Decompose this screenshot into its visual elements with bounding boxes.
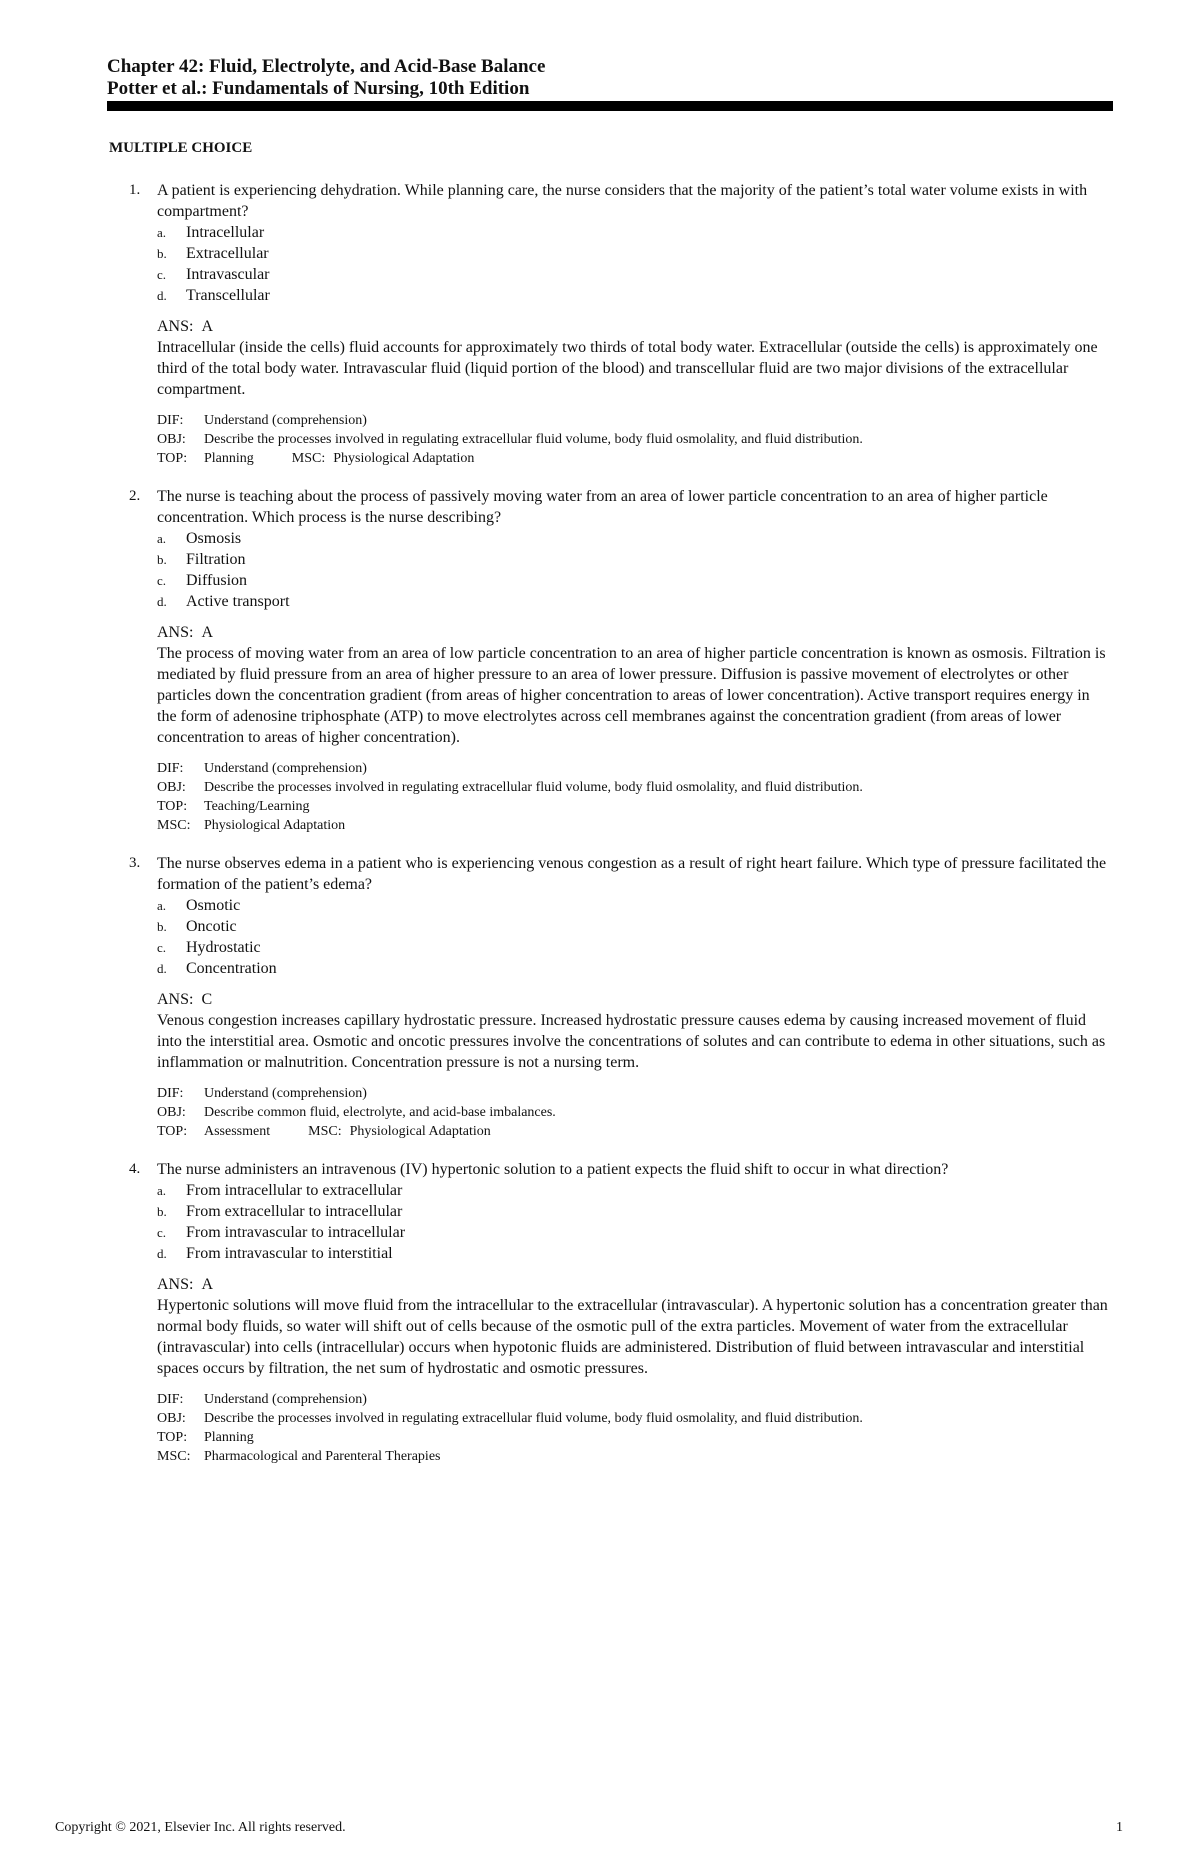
question-number: 2. [129, 488, 141, 504]
question-metadata [157, 1390, 1111, 1466]
choice-a [157, 895, 1111, 916]
header-rule [107, 101, 1113, 111]
choice-text: Osmotic [186, 897, 241, 914]
dif-label: DIF: [157, 761, 184, 776]
choice-letter: d. [157, 961, 167, 976]
choice-text: Transcellular [186, 287, 270, 304]
question-stem: The nurse observes edema in a patient who is experiencing venous congestion as a result of right heart failure. Which type of pressure facilitated the formation of the patient’s edema? [157, 855, 1107, 893]
meta-obj [157, 430, 1111, 449]
answer-label: ANS: [157, 991, 194, 1008]
choice-b [157, 243, 1111, 264]
choice-text: Osmosis [186, 530, 242, 547]
answer-block [157, 1274, 1111, 1379]
msc-label: MSC: [157, 818, 191, 833]
top-label: TOP: [157, 1430, 188, 1445]
choice-d [157, 958, 1111, 979]
dif-value: Understand (comprehension) [204, 1086, 367, 1101]
dif-label: DIF: [157, 413, 184, 428]
msc-value: Physiological Adaptation [204, 818, 346, 833]
obj-label: OBJ: [157, 780, 186, 795]
meta-top [157, 449, 1111, 468]
choice-letter: a. [157, 1183, 167, 1198]
answer-line [157, 1274, 1111, 1295]
obj-label: OBJ: [157, 432, 186, 447]
meta-top [157, 1428, 1111, 1447]
rationale: The process of moving water from an area of low particle concentration to an area of higher particle concentration is known as osmosis. Filtration is mediated by fluid pressure from an area of higher pressure to an area of lower pressure. Diffusion is passive movement of electrolytes or other particles down the concentration gradient (from areas of higher concentration to areas of lower concentration). Active transport requires energy in the form of adenosine triphosphate (ATP) to move electrolytes across cell membranes against the concentration gradient (from areas of lower concentration to areas of higher concentration). [157, 645, 1106, 746]
obj-label: OBJ: [157, 1105, 186, 1120]
question-metadata [157, 759, 1111, 835]
choice-text: Diffusion [186, 572, 248, 589]
meta-obj [157, 1409, 1111, 1428]
choice-text: From extracellular to intracellular [186, 1203, 403, 1220]
answer-value: A [201, 1276, 214, 1293]
top-label: TOP: [157, 451, 188, 466]
choice-list [157, 895, 1111, 979]
choice-text: Oncotic [186, 918, 237, 935]
choice-letter: b. [157, 552, 167, 567]
question-metadata [157, 411, 1111, 468]
meta-dif [157, 411, 1111, 430]
choice-letter: d. [157, 594, 167, 609]
choice-letter: c. [157, 573, 167, 588]
choice-c [157, 570, 1111, 591]
dif-label: DIF: [157, 1392, 184, 1407]
choice-b [157, 916, 1111, 937]
answer-line [157, 989, 1111, 1010]
question-stem: A patient is experiencing dehydration. While planning care, the nurse considers that the majority of the patient’s total water volume exists in with compartment? [157, 182, 1088, 220]
question-stem: The nurse is teaching about the process of passively moving water from an area of lower particle concentration to an area of higher particle concentration. Which process is the nurse describing? [157, 488, 1048, 526]
question-3 [0, 853, 1200, 1141]
answer-label: ANS: [157, 624, 194, 641]
msc-value: Physiological Adaptation [349, 1124, 491, 1139]
choice-letter: d. [157, 1246, 167, 1261]
choice-letter: b. [157, 1204, 167, 1219]
obj-value: Describe the processes involved in regulating extracellular fluid volume, body fluid osmolality, and fluid distribution. [204, 432, 863, 447]
msc-value: Physiological Adaptation [333, 451, 475, 466]
page-number: 1 [1116, 1820, 1123, 1835]
meta-dif [157, 1084, 1111, 1103]
obj-value: Describe the processes involved in regulating extracellular fluid volume, body fluid osmolality, and fluid distribution. [204, 780, 863, 795]
choice-text: From intravascular to interstitial [186, 1245, 393, 1262]
rationale: Hypertonic solutions will move fluid from the intracellular to the extracellular (intravascular). A hypertonic solution has a concentration greater than normal body fluids, so water will shift out of cells because of the osmotic pull of the extra particles. Movement of water from the extracellular (intravascular) into cells (intracellular) occurs when hypotonic fluids are administered. Distribution of fluid between intravascular and interstitial spaces occurs by filtration, the net sum of hydrostatic and osmotic pressures. [157, 1297, 1108, 1377]
choice-letter: b. [157, 246, 167, 261]
choice-letter: a. [157, 898, 167, 913]
choice-letter: a. [157, 225, 167, 240]
msc-label: MSC: [308, 1124, 342, 1139]
msc-label: MSC: [291, 451, 326, 466]
choice-d [157, 591, 1111, 612]
question-stem: The nurse administers an intravenous (IV) hypertonic solution to a patient expects the fluid shift to occur in what direction? [157, 1161, 949, 1178]
msc-value: Pharmacological and Parenteral Therapies [204, 1449, 441, 1464]
answer-value: A [201, 624, 214, 641]
choice-text: Active transport [186, 593, 290, 610]
choice-text: Intravascular [186, 266, 270, 283]
book-title: Potter et al.: Fundamentals of Nursing, 10th Edition [107, 78, 530, 99]
top-value: Planning [204, 451, 254, 466]
obj-value: Describe the processes involved in regulating extracellular fluid volume, body fluid osmolality, and fluid distribution. [204, 1411, 863, 1426]
answer-block [157, 989, 1111, 1073]
choice-text: Intracellular [186, 224, 265, 241]
choice-letter: d. [157, 288, 167, 303]
meta-top [157, 1122, 1111, 1141]
top-label: TOP: [157, 799, 188, 814]
answer-label: ANS: [157, 1276, 194, 1293]
chapter-title: Chapter 42: Fluid, Electrolyte, and Acid-Base Balance [107, 56, 546, 77]
dif-label: DIF: [157, 1086, 184, 1101]
question-list [0, 180, 1200, 1484]
choice-text: Filtration [186, 551, 246, 568]
dif-value: Understand (comprehension) [204, 761, 367, 776]
choice-text: From intracellular to extracellular [186, 1182, 403, 1199]
choice-b [157, 549, 1111, 570]
top-label: TOP: [157, 1124, 188, 1139]
section-heading: MULTIPLE CHOICE [109, 140, 253, 156]
meta-top [157, 797, 1111, 816]
choice-text: From intravascular to intracellular [186, 1224, 406, 1241]
answer-block [157, 622, 1111, 748]
choice-a [157, 1180, 1111, 1201]
question-number: 1. [129, 182, 141, 198]
answer-label: ANS: [157, 318, 194, 335]
choice-letter: c. [157, 1225, 167, 1240]
question-4 [0, 1159, 1200, 1466]
answer-line [157, 622, 1111, 643]
top-value: Teaching/Learning [204, 799, 310, 814]
choice-a [157, 222, 1111, 243]
top-value: Assessment [204, 1124, 271, 1139]
question-number: 3. [129, 855, 141, 871]
choice-c [157, 1222, 1111, 1243]
question-1 [0, 180, 1200, 468]
question-metadata [157, 1084, 1111, 1141]
choice-list [157, 1180, 1111, 1264]
meta-obj [157, 1103, 1111, 1122]
obj-value: Describe common fluid, electrolyte, and acid-base imbalances. [204, 1105, 556, 1120]
choice-list [157, 528, 1111, 612]
meta-dif [157, 759, 1111, 778]
choice-letter: c. [157, 940, 167, 955]
meta-obj [157, 778, 1111, 797]
top-value: Planning [204, 1430, 254, 1445]
choice-text: Hydrostatic [186, 939, 261, 956]
choice-letter: a. [157, 531, 167, 546]
rationale: Venous congestion increases capillary hydrostatic pressure. Increased hydrostatic pressure causes edema by causing increased movement of fluid into the interstitial area. Osmotic and oncotic pressures involve the concentrations of solutes and can contribute to edema in other situations, such as inflammation or malnutrition. Concentration pressure is not a nursing term. [157, 1012, 1106, 1071]
msc-label: MSC: [157, 1449, 191, 1464]
choice-letter: b. [157, 919, 167, 934]
choice-text: Extracellular [186, 245, 269, 262]
choice-d [157, 1243, 1111, 1264]
choice-a [157, 528, 1111, 549]
choice-c [157, 264, 1111, 285]
choice-list [157, 222, 1111, 306]
meta-dif [157, 1390, 1111, 1409]
meta-msc [157, 1447, 1111, 1466]
dif-value: Understand (comprehension) [204, 413, 367, 428]
question-number: 4. [129, 1161, 141, 1177]
question-2 [0, 486, 1200, 835]
answer-line [157, 316, 1111, 337]
choice-b [157, 1201, 1111, 1222]
answer-value: C [201, 991, 213, 1008]
choice-d [157, 285, 1111, 306]
answer-value: A [201, 318, 214, 335]
choice-text: Concentration [186, 960, 277, 977]
document-header [107, 56, 1113, 100]
copyright-notice: Copyright © 2021, Elsevier Inc. All rights reserved. [55, 1820, 346, 1835]
choice-c [157, 937, 1111, 958]
obj-label: OBJ: [157, 1411, 186, 1426]
answer-block [157, 316, 1111, 400]
meta-msc [157, 816, 1111, 835]
choice-letter: c. [157, 267, 167, 282]
rationale: Intracellular (inside the cells) fluid accounts for approximately two thirds of total body water. Extracellular (outside the cells) is approximately one third of the total body water. Intravascular fluid (liquid portion of the blood) and transcellular fluid are two major divisions of the extracellular compartment. [157, 339, 1098, 398]
dif-value: Understand (comprehension) [204, 1392, 367, 1407]
